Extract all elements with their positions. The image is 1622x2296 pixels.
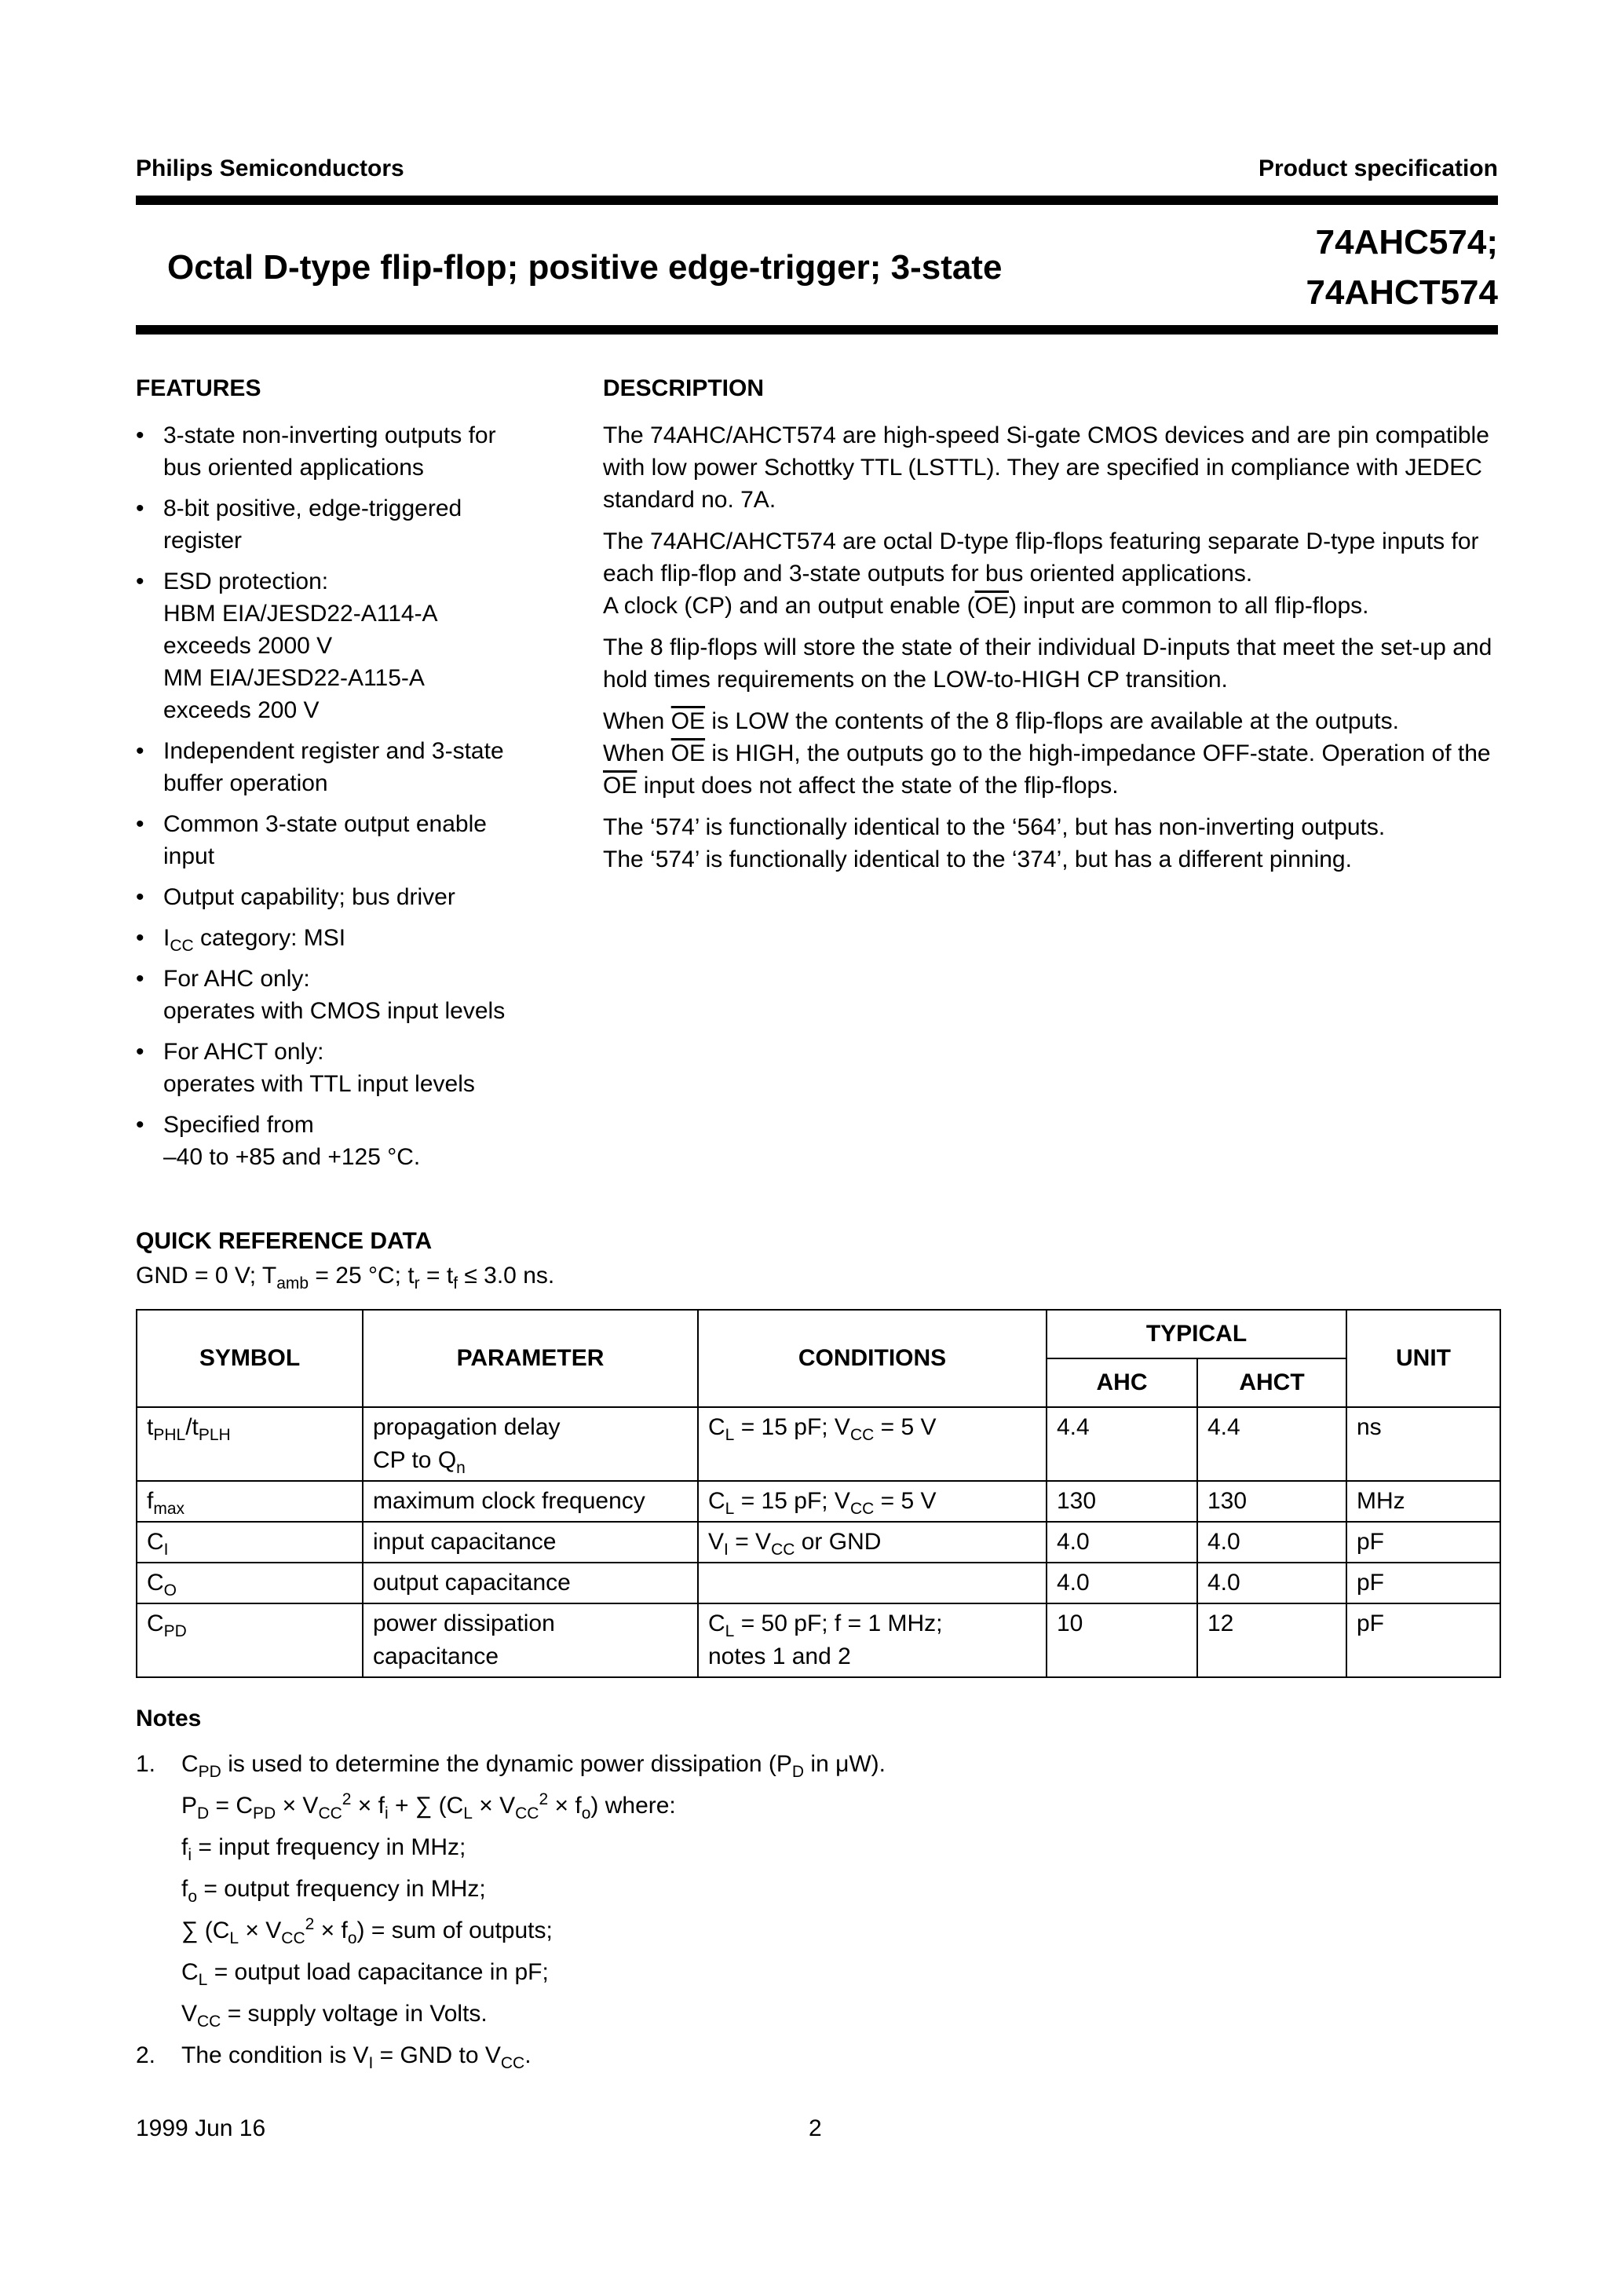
note-2: 2. The condition is $V_I$ = GND to $V_{CC}$.	[136, 2042, 532, 2072]
col-header-typical: TYPICAL	[1047, 1310, 1346, 1358]
header-doc-type: Product specification	[1258, 155, 1498, 181]
cell-conditions: $V_I = V_{CC}$ or GND	[698, 1522, 1047, 1563]
feature-item: • Common 3-state output enable input	[136, 811, 487, 869]
cell-parameter: input capacitance	[363, 1522, 698, 1563]
header-rule-bottom	[136, 325, 1498, 335]
note-formula: $P_D = C_{PD} \times V_{CC}^2 \times f_i$ + ∑ $(C_L \times V_{CC}^2 \times f_o)$ where:	[181, 1790, 676, 1823]
table-row	[137, 1522, 1500, 1563]
features-list	[136, 419, 575, 1182]
col-header-ahc: AHC	[1047, 1358, 1197, 1407]
feature-item: • For AHC only: operates with CMOS input levels	[136, 966, 506, 1024]
description-paragraph-1: The 74AHC/AHCT574 are high-speed Si-gate CMOS devices and are pin compatible with low power Schottky TTL (LSTTL). They are specified in compliance with JEDEC standard no. 7A.	[603, 422, 1489, 513]
table-row	[137, 1563, 1500, 1603]
cell-parameter: propagation delay CP to $Q_n$	[363, 1407, 698, 1481]
cell-symbol: $C_I$	[137, 1522, 363, 1563]
quick-reference-table	[136, 1309, 1501, 1678]
cell-ahc: 4.0	[1047, 1563, 1197, 1603]
col-header-ahct: AHCT	[1197, 1358, 1346, 1407]
header-rule-top	[136, 196, 1498, 205]
note-fo: $f_o$ = output frequency in MHz;	[181, 1876, 486, 1906]
cell-symbol: $C_O$	[137, 1563, 363, 1603]
table-row	[137, 1603, 1500, 1677]
description-heading: DESCRIPTION	[603, 375, 765, 401]
description-paragraph-2: The 74AHC/AHCT574 are octal D-type flip-flops featuring separate D-type inputs for each flip-flop and 3-state outputs for bus oriented applications. A clock (CP) and an output enable $(\overline{OE})$ input are common to all flip-flops.	[603, 528, 1479, 619]
feature-item: • Output capability; bus driver	[136, 884, 455, 910]
cell-ahc: 4.4	[1047, 1407, 1197, 1481]
cell-conditions: $C_L = 15$ pF; $V_{CC} = 5$ V	[698, 1407, 1047, 1481]
footer-page-number: 2	[809, 2115, 822, 2141]
col-header-parameter: PARAMETER	[363, 1310, 698, 1407]
header-company: Philips Semiconductors	[136, 155, 404, 181]
table-row	[137, 1481, 1500, 1522]
feature-item: • For AHCT only: operates with TTL input levels	[136, 1039, 475, 1097]
table-row	[137, 1407, 1500, 1481]
cell-symbol: $f_{max}$	[137, 1481, 363, 1522]
document-title: Octal D-type flip-flop; positive edge-trigger; 3-state	[167, 248, 1003, 287]
features-heading: FEATURES	[136, 375, 261, 401]
cell-ahct: 12	[1197, 1603, 1346, 1677]
cell-ahc: 10	[1047, 1603, 1197, 1677]
part-number-1: 74AHC574;	[1315, 223, 1498, 261]
cell-ahc: 130	[1047, 1481, 1197, 1522]
cell-conditions: $C_L = 50$ pF; f = 1 MHz; notes 1 and 2	[698, 1603, 1047, 1677]
description-paragraph-5: The ‘574’ is functionally identical to the ‘564’, but has non-inverting outputs. The ‘574’ is functionally identical to the ‘374’, but has a different pinning.	[603, 814, 1386, 872]
note-cl: $C_L$ = output load capacitance in pF;	[181, 1959, 549, 1989]
notes-list	[136, 1743, 1498, 2076]
note-1: 1. $C_{PD}$ is used to determine the dynamic power dissipation ($P_D$ in μW).	[136, 1751, 886, 1781]
cell-unit: MHz	[1346, 1481, 1500, 1522]
feature-item-icc: • $I_{CC}$ category: MSI	[136, 925, 346, 955]
qrd-conditions: GND = 0 V; $T_{amb} = 25$ °C; $t_r = t_f \le 3.0$ ns.	[136, 1263, 555, 1292]
feature-item: • Independent register and 3-state buffer operation	[136, 738, 504, 796]
cell-parameter: maximum clock frequency	[363, 1481, 698, 1522]
description-body	[603, 419, 1498, 885]
cell-ahct: 130	[1197, 1481, 1346, 1522]
col-header-unit: UNIT	[1346, 1310, 1500, 1407]
cell-ahc: 4.0	[1047, 1522, 1197, 1563]
feature-item: • 3-state non-inverting outputs for bus oriented applications	[136, 422, 496, 481]
description-paragraph-4: When $\overline{OE}$ is LOW the contents of the 8 flip-flops are available at the outputs. When $\overline{OE}$ is HIGH, the outputs go to the high-impedance OFF-state. Operation of the $\overline{OE}$ input does not affect the state of the flip-flops.	[603, 708, 1491, 799]
note-fi: $f_i$ = input frequency in MHz;	[181, 1834, 466, 1864]
cell-unit: pF	[1346, 1522, 1500, 1563]
feature-item: • Specified from –40 to +85 and +125 °C.	[136, 1112, 421, 1170]
col-header-conditions: CONDITIONS	[698, 1310, 1047, 1407]
cell-unit: ns	[1346, 1407, 1500, 1481]
cell-symbol: $t_{PHL}/t_{PLH}$	[137, 1407, 363, 1481]
cell-ahct: 4.4	[1197, 1407, 1346, 1481]
feature-item: • 8-bit positive, edge-triggered register	[136, 495, 462, 554]
part-number-2: 74AHCT574	[1306, 273, 1498, 312]
cell-conditions: $C_L = 15$ pF; $V_{CC} = 5$ V	[698, 1481, 1047, 1522]
qrd-heading: QUICK REFERENCE DATA	[136, 1228, 433, 1254]
cell-parameter: power dissipation capacitance	[363, 1603, 698, 1677]
cell-ahct: 4.0	[1197, 1522, 1346, 1563]
cell-unit: pF	[1346, 1603, 1500, 1677]
col-header-symbol: SYMBOL	[137, 1310, 363, 1407]
description-paragraph-3: The 8 flip-flops will store the state of their individual D-inputs that meet the set-up and hold times requirements on the LOW-to-HIGH CP transition.	[603, 634, 1492, 693]
note-sum: ∑ $(C_L \times V_{CC}^2 \times f_o)$ = sum of outputs;	[181, 1915, 553, 1947]
footer-date: 1999 Jun 16	[136, 2115, 266, 2141]
cell-conditions	[698, 1563, 1047, 1603]
notes-heading: Notes	[136, 1706, 202, 1731]
cell-parameter: output capacitance	[363, 1563, 698, 1603]
cell-unit: pF	[1346, 1563, 1500, 1603]
cell-symbol: $C_{PD}$	[137, 1603, 363, 1677]
cell-ahct: 4.0	[1197, 1563, 1346, 1603]
feature-item: • ESD protection: HBM EIA/JESD22-A114-A exceeds 2000 V MM EIA/JESD22-A115-A exceeds 200 V	[136, 569, 438, 723]
note-vcc: $V_{CC}$ = supply voltage in Volts.	[181, 2001, 488, 2031]
